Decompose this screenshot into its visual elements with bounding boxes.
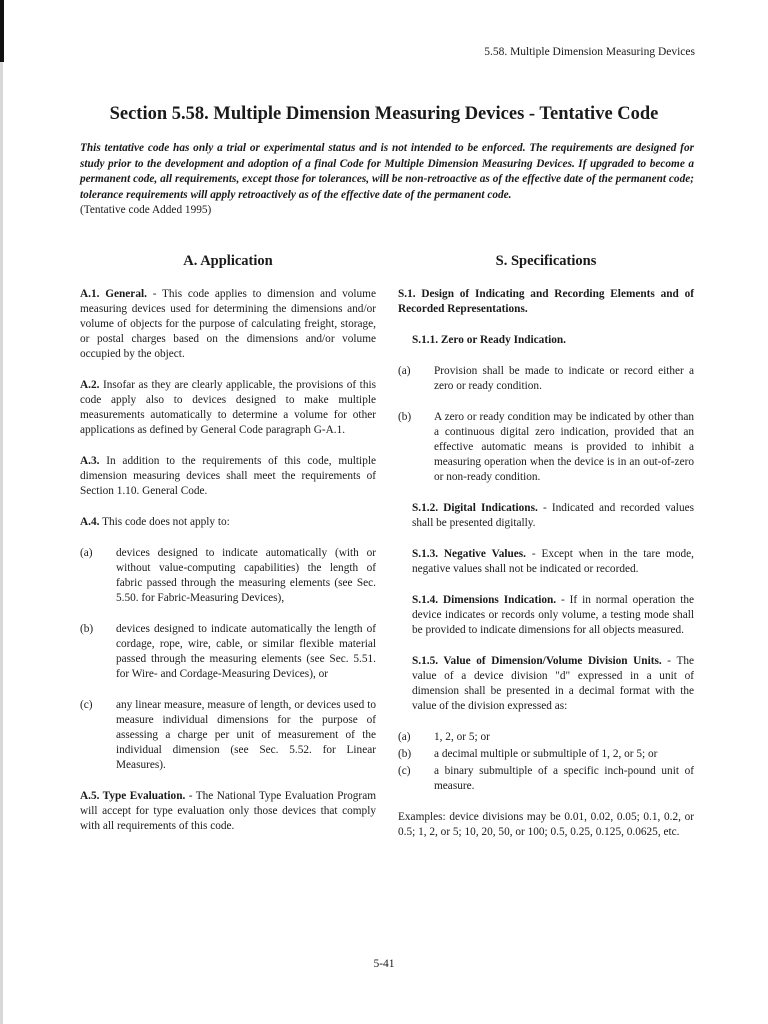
a5-text: - The National Type Evaluation Program will accept for type evaluation only those devices that comply with all requirements of this code.	[80, 790, 376, 832]
paragraph-s13	[398, 547, 694, 577]
a5-label: A.5. Type Evaluation.	[80, 790, 186, 802]
examples-paragraph: Examples: device divisions may be 0.01, 0.02, 0.05; 0.1, 0.2, or 0.5; 1, 2, or 5; 10, 20, 50, or 100; 0.5, 0.25, 0.125, 0.0625, etc.	[398, 811, 694, 838]
s15-item-b-text: a decimal multiple or submultiple of 1, 2, or 5; or	[434, 748, 658, 760]
paragraph-s14	[398, 593, 694, 638]
running-header: 5.58. Multiple Dimension Measuring Devices	[484, 46, 695, 58]
paragraph-a1	[80, 287, 376, 362]
s15-item-a-text: 1, 2, or 5; or	[434, 731, 490, 743]
specifications-heading: S. Specifications	[495, 253, 597, 269]
s15-item-b-marker: (b)	[398, 748, 412, 760]
a4-item-b-marker: (b)	[80, 623, 94, 635]
a4-item-a-marker: (a)	[80, 547, 93, 559]
s12-text: - Indicated and recorded values shall be presented digitally.	[412, 502, 694, 529]
s11-item-a-marker: (a)	[398, 365, 411, 377]
s15-item-c	[398, 764, 694, 794]
a4-item-b-text: devices designed to indicate automatically the length of cordage, rope, wire, cable, or similar flexible material passed through the measuring elements (see Sec. 5.51. for Wire- and Cordage-Measuring Devices), or	[116, 623, 376, 680]
s15-item-a-marker: (a)	[398, 731, 411, 743]
paragraph-a4	[80, 515, 376, 530]
specifications-column	[398, 254, 694, 856]
a4-text: This code does not apply to:	[99, 516, 230, 528]
a4-label: A.4.	[80, 516, 100, 528]
page-number: 5-41	[373, 958, 395, 970]
s11-item-a	[398, 364, 694, 394]
s14-text: - If in normal operation the device indicates or records only volume, a testing mode shall be provided to indicate dimensions for all objects measured.	[412, 594, 694, 636]
a4-item-c-marker: (c)	[80, 699, 93, 711]
a2-text: Insofar as they are clearly applicable, the provisions of this code apply also to devices designed to make multiple measurements automatically to determine a volume for other applications as defined by General Code paragraph G-A.1.	[80, 379, 376, 436]
s14-label: S.1.4. Dimensions Indication.	[412, 594, 557, 606]
s15-item-c-marker: (c)	[398, 765, 411, 777]
s15-label: S.1.5. Value of Dimension/Volume Division Units.	[412, 655, 662, 667]
s11-item-a-text: Provision shall be made to indicate or record either a zero or ready condition.	[434, 365, 694, 392]
paragraph-s12	[398, 501, 694, 531]
paragraph-a2	[80, 378, 376, 438]
paragraph-s1: S.1. Design of Indicating and Recording Elements and of Recorded Representations.	[398, 288, 694, 315]
s11-item-b	[398, 410, 694, 485]
s11-item-b-text: A zero or ready condition may be indicated by other than a continuous digital zero indication, provided that an effective automatic means is provided to inhibit a measuring operation when the device is in an out-of-zero or non-ready condition.	[434, 411, 694, 483]
a3-text: In addition to the requirements of this code, multiple dimension measuring devices shall meet the requirements of Section 1.10. General Code.	[80, 455, 376, 497]
paragraph-s15	[398, 654, 694, 714]
notice-text: This tentative code has only a trial or experimental status and is not intended to be enforced. The requirements are designed for study prior to the development and adoption of a final Code for Multiple Dimension Measuring Devices. If upgraded to become a permanent code, all requirements, except those for tolerances, will be non-retroactive as of the effective date of the permanent code; tolerance requirements will apply retroactively as of the effective date of the permanent code.	[80, 142, 694, 201]
s11-item-b-marker: (b)	[398, 411, 412, 423]
s15-text: - The value of a device division "d" expressed in a unit of dimension shall be presented in a decimal format with the value of the division expressed as:	[412, 655, 695, 712]
a4-item-b	[80, 622, 376, 682]
s12-label: S.1.2. Digital Indications.	[412, 502, 538, 514]
tentative-code-notice	[80, 141, 694, 219]
a4-item-c-text: any linear measure, measure of length, or devices used to measure individual dimensions for the purpose of assessing a charge per unit of measurement of the individual dimension (see Sec. 5.52. for Linear Measures).	[116, 699, 376, 771]
a1-text: - This code applies to dimension and volume measuring devices used for determining the dimensions and/or volume of objects for the purpose of calculating freight, storage, or postal charges based on the dimensions and/or volume occupied by the object.	[80, 288, 376, 360]
paragraph-a3	[80, 454, 376, 499]
paragraph-a5	[80, 789, 376, 834]
a2-label: A.2.	[80, 379, 100, 391]
a3-label: A.3.	[80, 455, 100, 467]
a4-item-a-text: devices designed to indicate automatically (with or without value-computing capabilities) the length of fabric passed through the measuring elements (see Sec. 5.50. for Fabric-Measuring Devices),	[116, 547, 376, 604]
application-column	[80, 254, 376, 850]
s13-label: S.1.3. Negative Values.	[412, 548, 527, 560]
a4-item-c	[80, 698, 376, 773]
section-title: Section 5.58. Multiple Dimension Measuring Devices - Tentative Code	[109, 104, 659, 124]
paragraph-s11: S.1.1. Zero or Ready Indication.	[412, 334, 566, 346]
s15-item-b	[398, 747, 694, 762]
scan-mark	[0, 0, 4, 62]
a4-item-a	[80, 546, 376, 606]
s15-item-a	[398, 730, 694, 745]
a1-label: A.1. General.	[80, 288, 147, 300]
scan-edge	[0, 0, 3, 1024]
s13-text: - Except when in the tare mode, negative values shall not be indicated or recorded.	[412, 548, 694, 575]
application-heading: A. Application	[183, 253, 273, 269]
s15-item-c-text: a binary submultiple of a specific inch-pound unit of measure.	[434, 765, 694, 792]
added-note: (Tentative code Added 1995)	[80, 204, 212, 216]
